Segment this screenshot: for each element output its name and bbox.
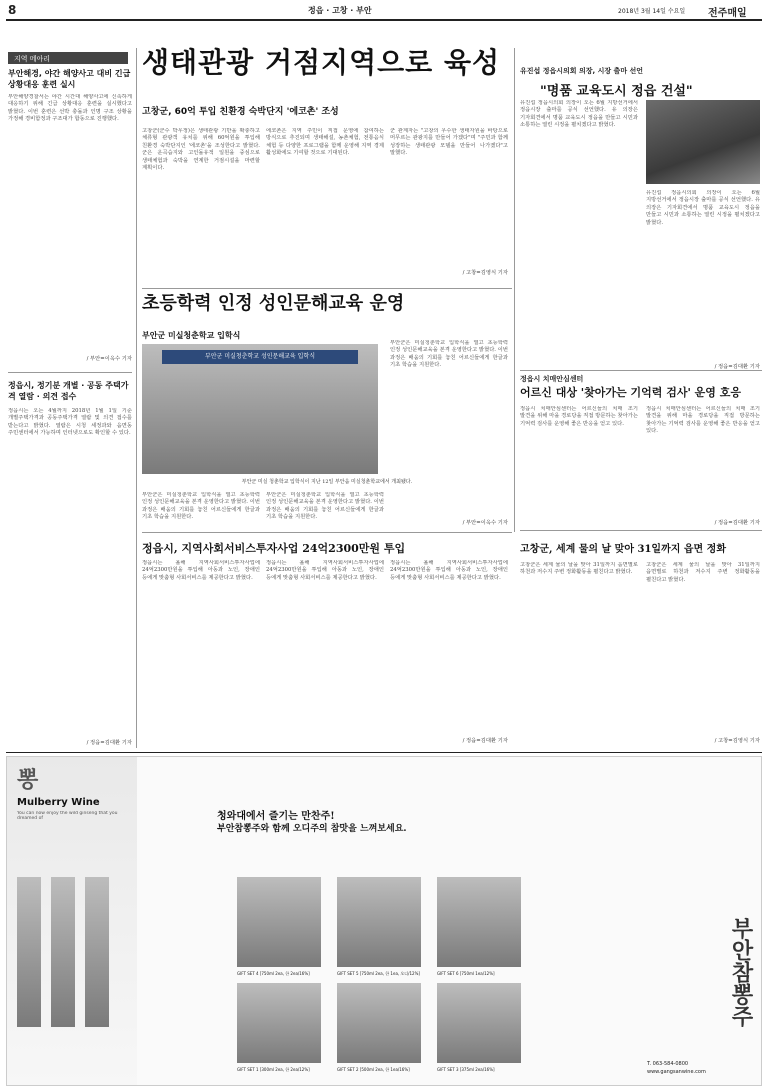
gift-set-5 (337, 877, 421, 967)
right-mid-byline: / 정읍=김대환 기자 (714, 520, 760, 526)
ad-left-logo: 뽕 (17, 767, 39, 793)
right-top-body-1: 유진섭 정읍시의회 의장이 오는 6월 지방선거에서 정읍시장 출마를 공식 선언했다. 유 의장은 기자회견에서 명품 교육도시 정읍을 만들고 시민과 소통하는 열린 시정을 펼치겠다고 밝혔다. (520, 100, 638, 129)
candidate-photo (646, 100, 760, 184)
left-article1-byline: / 부안=이옥수 기자 (86, 356, 132, 362)
bottom-left-body-2: 정읍시는 올해 지역사회서비스투자사업에 24억2300만원을 투입해 아동과 노인, 장애인 등에게 맞춤형 사회서비스를 제공한다고 밝혔다. (266, 560, 384, 581)
left-article2-title: 정읍시, 정기분 개별 · 공동 주택가격 열람 · 의견 접수 (8, 381, 129, 401)
middle-subhead: 부안군 미실청춘학교 입학식 (142, 331, 241, 340)
ad-headline-1: 청와대에서 즐기는 만찬주! (217, 811, 335, 822)
bottom-left-divider (142, 532, 512, 533)
right-mid-divider (520, 530, 762, 531)
ad-left-tagline: You can now enjoy the wild ginseng that you dreamed of (17, 811, 118, 821)
ad-left-brand: Mulberry Wine (17, 797, 100, 808)
gift-set-1-label: GIFT SET 1 [300ml 2ea, 한 2ea/12%] (237, 1067, 310, 1072)
right-top-divider (520, 370, 762, 371)
middle-byline: / 부안=이옥수 기자 (462, 520, 508, 526)
middle-headline: 초등학력 인정 성인문해교육 운영 (142, 293, 405, 314)
ad-top-rule (6, 752, 762, 753)
header-rule (6, 19, 762, 21)
gift-set-2 (337, 983, 421, 1063)
issue-date: 2018년 3월 14일 수요일 (618, 8, 686, 15)
lead-column-3: 군 관계자는 "고창의 우수한 생태자원을 바탕으로 머무르는 관광지를 만들어 가겠다"며 "주민과 함께 성장하는 생태관광 모델을 만들어 나가겠다"고 말했다. (390, 128, 508, 157)
ad-web: www.gangsanwine.com (647, 1069, 706, 1075)
right-top-body-2: 유진섭 정읍시의회 의장이 오는 6월 지방선거에서 정읍시장 출마를 공식 선언했다. 유 의장은 기자회견에서 명품 교육도시 정읍을 만들고 시민과 소통하는 열린 시정을 펼치겠다고 밝혔다. (646, 190, 760, 226)
ad-left-panel (7, 757, 137, 1085)
bottle-left-2 (51, 877, 75, 1027)
lead-byline: / 고창=김영식 기자 (462, 270, 508, 276)
right-top-byline: / 정읍=김대환 기자 (714, 364, 760, 370)
left-article1-title: 부안해경, 야간 해양사고 대비 긴급 상황대응 훈련 실시 (8, 69, 131, 89)
right-mid-title: 어르신 대상 '찾아가는 기억력 검사' 운영 호응 (520, 386, 741, 399)
bottle-left-1 (17, 877, 41, 1027)
gift-set-2-label: GIFT SET 2 [500ml 2ea, 한 1ea/16%] (337, 1067, 410, 1072)
bottom-left-body-3: 정읍시는 올해 지역사회서비스투자사업에 24억2300만원을 투입해 아동과 노인, 장애인 등에게 맞춤형 사회서비스를 제공한다고 밝혔다. (390, 560, 508, 581)
center-right-rule (514, 48, 515, 532)
gift-set-1 (237, 983, 321, 1063)
left-column-rule (136, 48, 137, 748)
middle-body-2: 부안군은 미실청춘학교 입학식을 열고 초등학력 인정 성인문해교육을 본격 운영한다고 밝혔다. 이번 과정은 배움의 기회를 놓친 어르신들에게 한글과 기초 학습을 지원한다. (266, 492, 384, 521)
bottle-left-3 (85, 877, 109, 1027)
left-article2-body: 정읍시는 오는 4월까지 2018년 1월 1일 기준 개별주택가격과 공동주택가격 열람 및 의견 접수를 받는다고 밝혔다. 열람은 시청 세정과와 읍면동 주민센터에서 가능하며 인터넷으로도 확인할 수 있다. (8, 408, 132, 437)
advertisement (6, 756, 762, 1086)
column-tag: 지역 메아리 (8, 52, 128, 64)
gift-set-4-label: GIFT SET 4 [750ml 2ea, 한 2ea/16%] (237, 971, 310, 976)
group-photo (142, 344, 378, 474)
right-top-title: "명품 교육도시 정읍 건설" (540, 84, 693, 99)
gift-set-3-label: GIFT SET 3 [375ml 2ea/16%] (437, 1067, 495, 1072)
middle-body-3: 부안군은 미실청춘학교 입학식을 열고 초등학력 인정 성인문해교육을 본격 운영한다고 밝혔다. 이번 과정은 배움의 기회를 놓친 어르신들에게 한글과 기초 학습을 지원한다. (390, 340, 508, 369)
page-header (8, 2, 760, 18)
bottom-right-body-1: 고창군은 세계 물의 날을 맞아 31일까지 읍면별로 하천과 저수지 주변 정화활동을 펼친다고 밝혔다. (520, 562, 638, 576)
ad-right-brand: 부안참뽕주 (728, 917, 754, 1027)
gift-set-6-label: GIFT SET 6 [750ml 1ea/12%] (437, 971, 495, 976)
gift-set-4 (237, 877, 321, 967)
ad-headline-2: 부안참뽕주와 함께 오디주의 참맛을 느껴보세요. (217, 824, 407, 834)
lead-column-1: 고창군(군수 박우정)은 생태관광 기반을 확충하고 체류형 관광객 유치를 위해 60억원을 투입해 친환경 숙박단지인 '에코촌'을 조성한다고 밝혔다. 군은 운곡습지와 고인돌유적 일원을 중심으로 생태체험과 숙박을 연계한 거점시설을 마련할 계획이다. (142, 128, 260, 172)
ad-phone: T. 063-584-0800 (647, 1061, 689, 1067)
gift-set-3 (437, 983, 521, 1063)
left-article2-byline: / 정읍=김대환 기자 (86, 740, 132, 746)
right-mid-body-2: 정읍시 치매안심센터는 어르신들의 치매 조기 발견을 위해 마을 경로당을 직접 방문하는 찾아가는 기억력 검사를 운영해 좋은 반응을 얻고 있다. (646, 406, 760, 435)
lead-headline: 생태관광 거점지역으로 육성 (142, 46, 501, 79)
group-photo-caption: 부안군 미실 청춘학교 입학식이 지난 12일 부안읍 미실청춘학교에서 개최됐다. (241, 479, 413, 485)
section-label: 정읍 · 고창 · 부안 (308, 6, 372, 15)
middle-top-divider (142, 288, 512, 289)
middle-body-1: 부안군은 미실청춘학교 입학식을 열고 초등학력 인정 성인문해교육을 본격 운영한다고 밝혔다. 이번 과정은 배움의 기회를 놓친 어르신들에게 한글과 기초 학습을 지원한다. (142, 492, 260, 521)
bottom-left-byline: / 정읍=김대환 기자 (462, 738, 508, 744)
gift-set-5-label: GIFT SET 5 [750ml 2ea, 한 1ea, 오디/12%] (337, 971, 420, 976)
paper-name: 전주매일 (708, 8, 747, 18)
bottom-right-body-2: 고창군은 세계 물의 날을 맞아 31일까지 읍면별로 하천과 저수지 주변 정화활동을 펼친다고 밝혔다. (646, 562, 760, 583)
left-divider (8, 372, 132, 373)
right-mid-kicker: 정읍시 치매안심센터 (520, 375, 584, 383)
left-article1-body: 부안해양경찰서는 야간 시간대 해양사고에 신속하게 대응하기 위해 긴급 상황대응 훈련을 실시했다고 밝혔다. 이번 훈련은 선박 충돌과 인명 구조 상황을 가정해 경비함정과 구조대가 합동으로 진행했다. (8, 94, 132, 123)
bottom-right-headline: 고창군, 세계 물의 날 맞아 31일까지 읍면 정화 (520, 544, 726, 555)
right-mid-body-1: 정읍시 치매안심센터는 어르신들의 치매 조기 발견을 위해 마을 경로당을 직접 방문하는 찾아가는 기억력 검사를 운영해 좋은 반응을 얻고 있다. (520, 406, 638, 427)
page-number: 8 (8, 3, 17, 17)
gift-set-6 (437, 877, 521, 967)
right-top-kicker: 유진섭 정읍시의회 의장, 시장 출마 선언 (520, 67, 644, 75)
bottom-right-byline: / 고창=김영식 기자 (714, 738, 760, 744)
photo-banner: 부안군 미실청춘학교 성인문해교육 입학식 (162, 350, 358, 364)
lead-column-2: 에코촌은 지역 주민이 직접 운영에 참여하는 방식으로 추진되며 생태해설, 농촌체험, 전통음식 체험 등 다양한 프로그램을 함께 운영해 지역 경제 활성화에도 기여할 것으로 기대된다. (266, 128, 384, 157)
bottom-left-body-1: 정읍시는 올해 지역사회서비스투자사업에 24억2300만원을 투입해 아동과 노인, 장애인 등에게 맞춤형 사회서비스를 제공한다고 밝혔다. (142, 560, 260, 581)
lead-subhead: 고창군, 60억 투입 친환경 숙박단지 '에코촌' 조성 (142, 107, 339, 117)
bottom-left-headline: 정읍시, 지역사회서비스투자사업 24억2300만원 투입 (142, 542, 406, 555)
